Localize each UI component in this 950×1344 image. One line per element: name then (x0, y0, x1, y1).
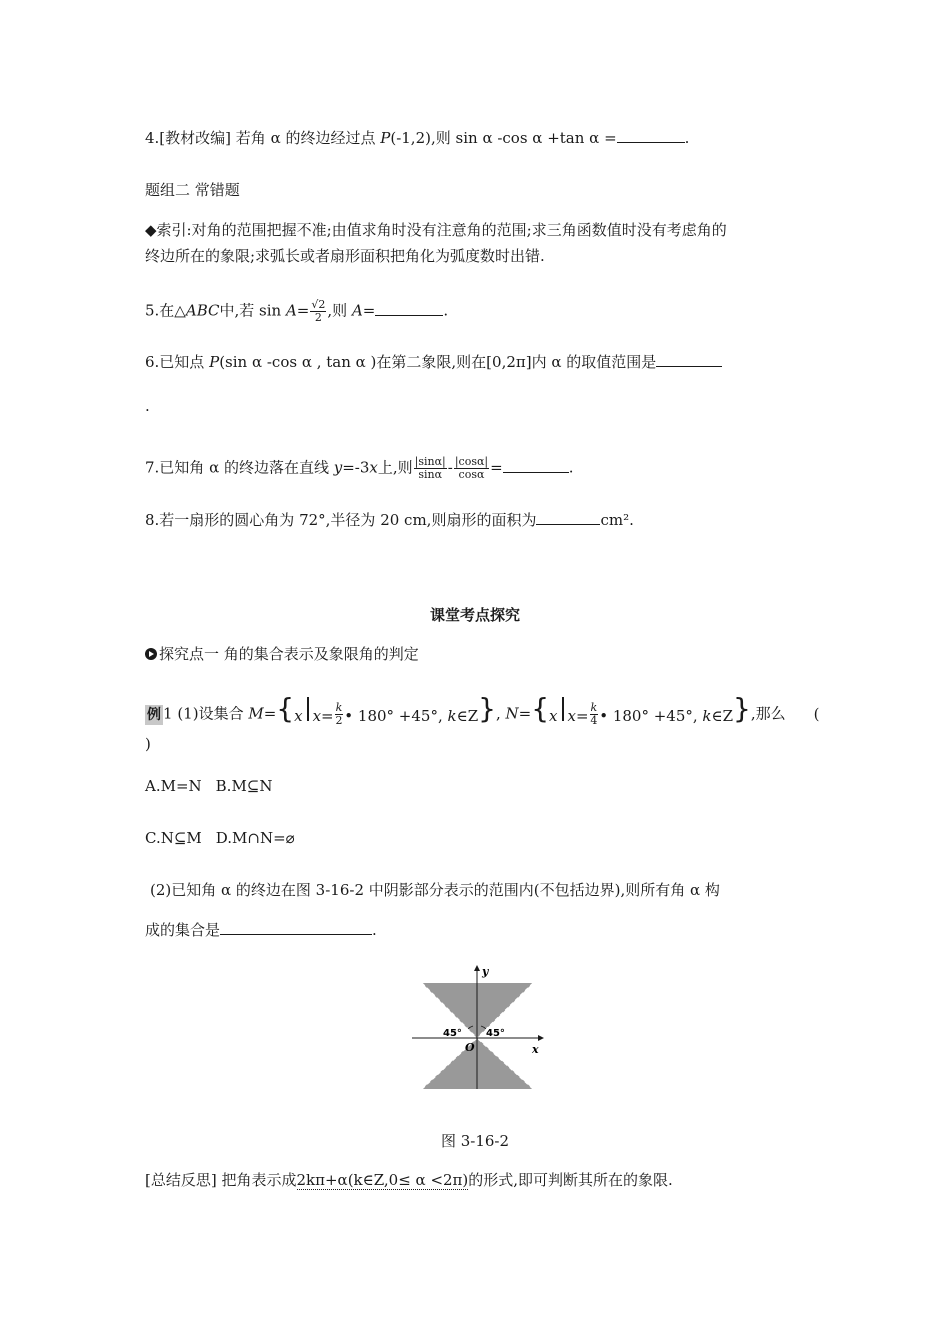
answer-blank[interactable] (536, 510, 600, 525)
index-line-2: 终边所在的象限;求弧长或者扇形面积把角化为弧度数时出错. (145, 247, 545, 265)
option-c[interactable]: C.N⊆M (145, 829, 202, 847)
answer-blank[interactable] (503, 458, 569, 473)
fraction-cos: $\frac{|\cos\alpha|}{\cos\alpha}$ (454, 455, 489, 481)
option-b[interactable]: B.M⊆N (215, 777, 273, 795)
question-8: 8.若一扇形的圆心角为 72°,半径为 20 cm,则扇形的面积为 cm². (145, 511, 634, 529)
example-mark: 例 (147, 706, 161, 723)
explore-title: 探究点一 角的集合表示及象限角的判定 (145, 644, 419, 664)
angle-label-left: 45° (443, 1028, 462, 1039)
question-6: 6.已知点 P(sin α -cos α , tan α )在第二象限,则在[0,2π]内 α 的取值范围是 (145, 352, 722, 372)
answer-blank[interactable] (617, 128, 685, 143)
question-5: 5.在△ABC中,若 sin A= $\frac{√2}{2}$ ,则 A= . (145, 298, 449, 324)
fraction-k-2: $\frac{k}{2}$ (335, 701, 343, 727)
answer-blank[interactable] (375, 301, 443, 316)
part-2-line-1: (2)已知角 α 的终边在图 3-16-2 中阴影部分表示的范围内(不包括边界),则所有角 α 构 (150, 881, 720, 899)
example-1: 例 1 (1)设集合 M={x x= $\frac{k}{2}$ • 180° +45°, k∈Z}, N={x x= $\frac{k}{4}$ • 180° +45°, k∈Z},那么 ( (147, 691, 820, 727)
fraction: $\frac{√2}{2}$ (311, 298, 326, 324)
summary: [总结反思] 把角表示成2kπ+α(k∈Z,0≤ α <2π)的形式,即可判断其所在的象限. (145, 1171, 673, 1189)
figure-caption: 图 3-16-2 (440, 1132, 510, 1150)
left-brace: { (276, 691, 295, 725)
left-brace: { (531, 691, 550, 725)
set-bar (307, 697, 309, 721)
diamond-bullet-icon: ◆ (145, 221, 157, 239)
figure-svg (410, 965, 545, 1090)
origin-label: O (465, 1041, 475, 1054)
options-cd (145, 828, 295, 848)
x-axis-label: x (532, 1043, 539, 1056)
right-brace: } (733, 691, 751, 725)
option-d[interactable]: D.M∩N=⌀ (215, 829, 295, 847)
angle-figure (410, 965, 545, 1090)
part-2-line-2: 成的集合是 . (145, 921, 377, 939)
option-a[interactable]: A.M=N (145, 777, 202, 795)
answer-blank[interactable] (656, 352, 722, 367)
x-axis-arrow-icon (538, 1035, 544, 1041)
y-axis-arrow-icon (474, 965, 480, 971)
set-bar (562, 697, 564, 721)
options-ab (145, 776, 273, 796)
section-heading: 课堂考点探究 (429, 606, 520, 624)
index-line-1: ◆索引:对角的范围把握不准;由值求角时没有注意角的范围;求三角函数值时没有考虑角的 (145, 221, 727, 239)
right-brace: } (478, 691, 496, 725)
question-4: 4.[教材改编] 若角 α 的终边经过点 P(-1,2),则 sin α -cos α +tan α = . (145, 129, 690, 147)
fraction-k-4: $\frac{k}{4}$ (590, 701, 598, 727)
group-title: 题组二 常错题 (145, 181, 240, 199)
answer-blank[interactable] (220, 920, 372, 935)
question-7: 7.已知角 α 的终边落在直线 y=-3x上,则 $\frac{|\sin\alpha|}{\sin\alpha}$ - $\frac{|\cos\alpha|}{\cos\alpha}$ = . (145, 455, 574, 481)
y-axis-label: y (482, 965, 489, 978)
example-1-paren: ) (145, 735, 151, 753)
fraction-sin: $\frac{|\sin\alpha|}{\sin\alpha}$ (414, 455, 446, 481)
play-circle-icon (145, 648, 157, 660)
angle-label-right: 45° (486, 1028, 505, 1039)
question-6-end: . (145, 397, 150, 415)
